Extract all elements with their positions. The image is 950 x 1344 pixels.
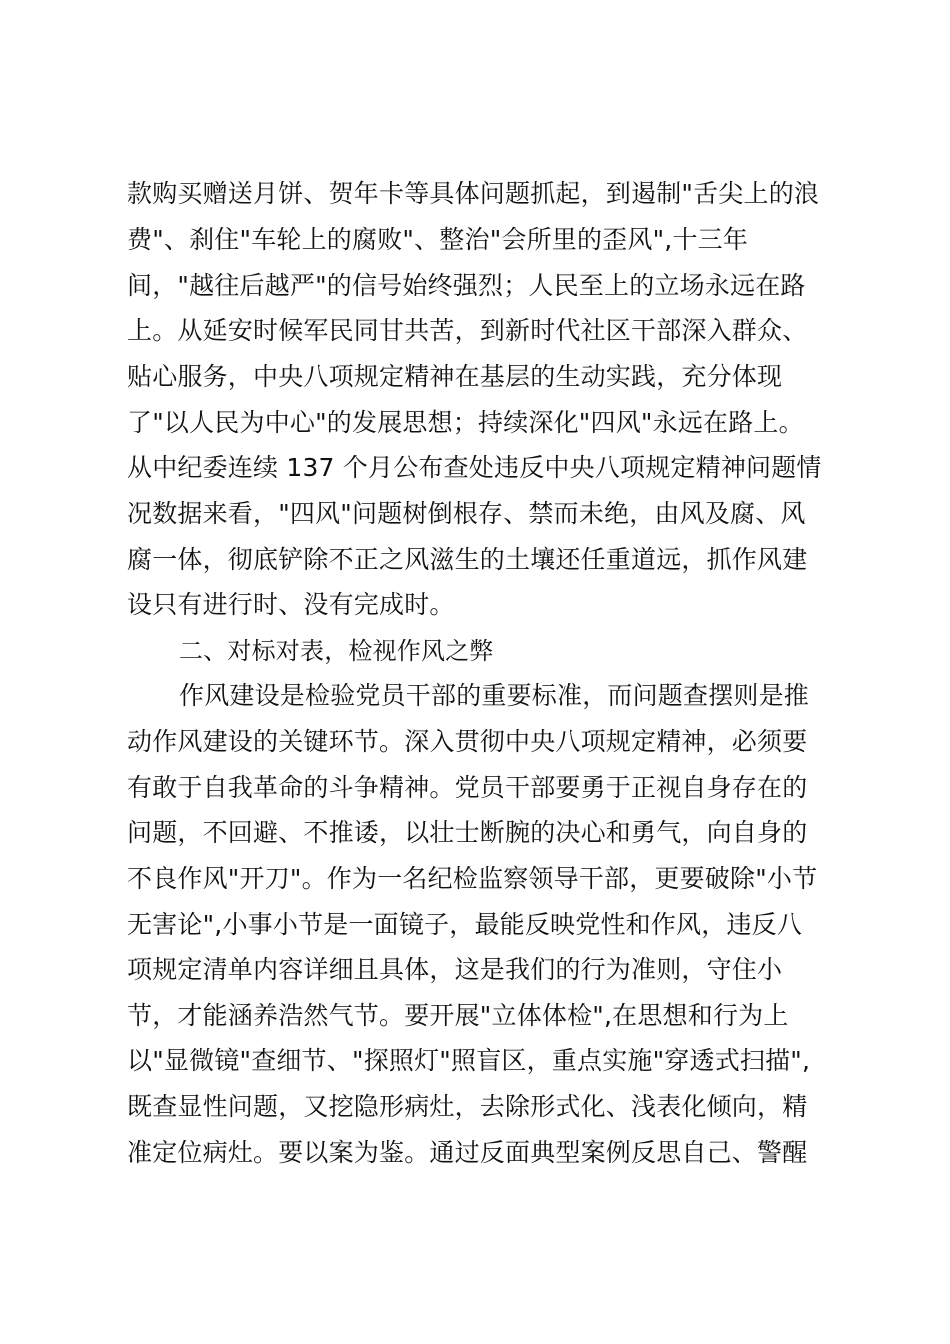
body-text-line: 以"显微镜"查细节、"探照灯"照盲区，重点实施"穿透式扫描",	[127, 1046, 811, 1075]
body-text-line: 准定位病灶。要以案为鉴。通过反面典型案例反思自己、警醒	[127, 1138, 808, 1167]
body-text-line: 款购买赠送月饼、贺年卡等具体问题抓起，到遏制"舌尖上的浪	[127, 179, 820, 208]
body-text-line: 费"、刹住"车轮上的腐败"、整治"会所里的歪风",十三年	[127, 225, 749, 254]
body-text-line: 不良作风"开刀"。作为一名纪检监察领导干部，更要破除"小节	[127, 864, 818, 893]
body-text-line: 间，"越往后越严"的信号始终强烈；人民至上的立场永远在路	[127, 271, 806, 300]
body-text-line: 有敢于自我革命的斗争精神。党员干部要勇于正视自身存在的	[127, 773, 808, 802]
body-text-line: 上。从延安时候军民同甘共苦，到新时代社区干部深入群众、	[127, 316, 808, 345]
body-text-line: 况数据来看，"四风"问题树倒根存、禁而未绝，由风及腐、风	[127, 499, 806, 528]
body-text-line: 从中纪委连续 137 个月公布查处违反中央八项规定精神问题情	[127, 453, 822, 482]
body-text-line: 腐一体，彻底铲除不正之风滋生的土壤还任重道远，抓作风建	[127, 545, 808, 574]
body-text-line: 节，才能涵养浩然气节。要开展"立体体检",在思想和行为上	[127, 1001, 789, 1030]
body-text-line: 既查显性问题，又挖隐形病灶，去除形式化、浅表化倾向，精	[127, 1092, 808, 1121]
body-text-line: 贴心服务，中央八项规定精神在基层的生动实践，充分体现	[127, 362, 783, 391]
body-text-line: 无害论",小事小节是一面镜子，最能反映党性和作风，违反八	[127, 910, 803, 939]
body-text-line: 问题，不回避、不推诿，以壮士断腕的决心和勇气，向自身的	[127, 818, 808, 847]
body-text-line: 了"以人民为中心"的发展思想；持续深化"四风"永远在路上。	[127, 408, 804, 437]
body-text-line: 设只有进行时、没有完成时。	[127, 590, 455, 619]
section-heading: 二、对标对表，检视作风之弊	[179, 637, 494, 665]
body-text-line: 动作风建设的关键环节。深入贯彻中央八项规定精神，必须要	[127, 727, 808, 756]
paragraph-first-line: 作风建设是检验党员干部的重要标准，而问题查摆则是推	[179, 681, 810, 710]
body-text-line: 项规定清单内容详细且具体，这是我们的行为准则，守住小	[127, 955, 783, 984]
